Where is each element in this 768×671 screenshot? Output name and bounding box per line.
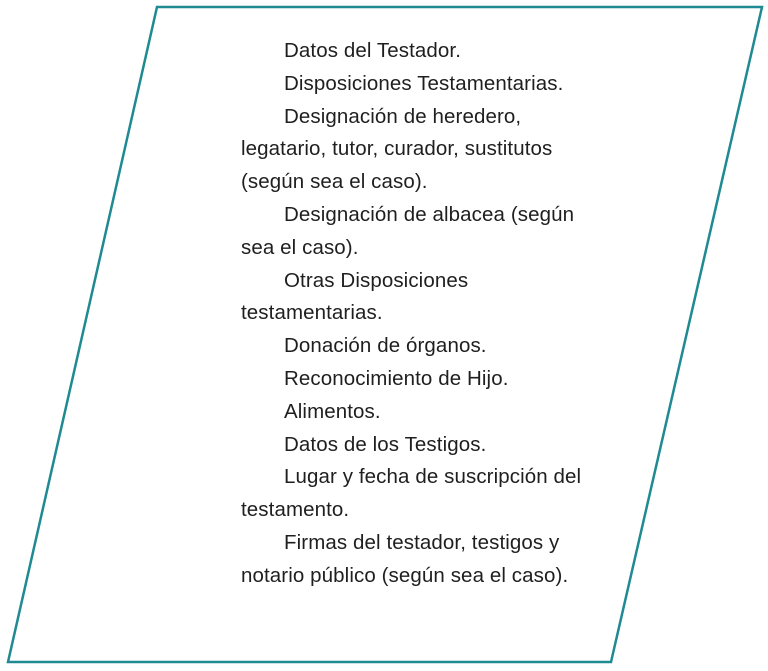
item-datos-testigos: Datos de los Testigos.	[284, 432, 487, 456]
item-reconocimiento-hijo: Reconocimiento de Hijo.	[284, 366, 509, 390]
item-donacion-organos: Donación de órganos.	[284, 334, 487, 358]
item-lugar-fecha: Lugar y fecha de suscripción del testamento.	[241, 465, 582, 522]
item-firmas: Firmas del testador, testigos y notario público (según sea el caso).	[241, 530, 569, 587]
item-otras-disposiciones: Otras Disposiciones testamentarias.	[241, 268, 469, 325]
testament-contents-text	[241, 35, 601, 593]
item-designacion-albacea: Designación de albacea (según sea el caso).	[241, 202, 575, 259]
item-alimentos: Alimentos.	[284, 399, 381, 423]
item-designacion-heredero: Designación de heredero, legatario, tutor, curador, sustitutos (según sea el caso).	[241, 104, 553, 194]
item-disposiciones-testamentarias: Disposiciones Testamentarias.	[284, 71, 564, 95]
item-datos-testador: Datos del Testador.	[284, 39, 462, 62]
